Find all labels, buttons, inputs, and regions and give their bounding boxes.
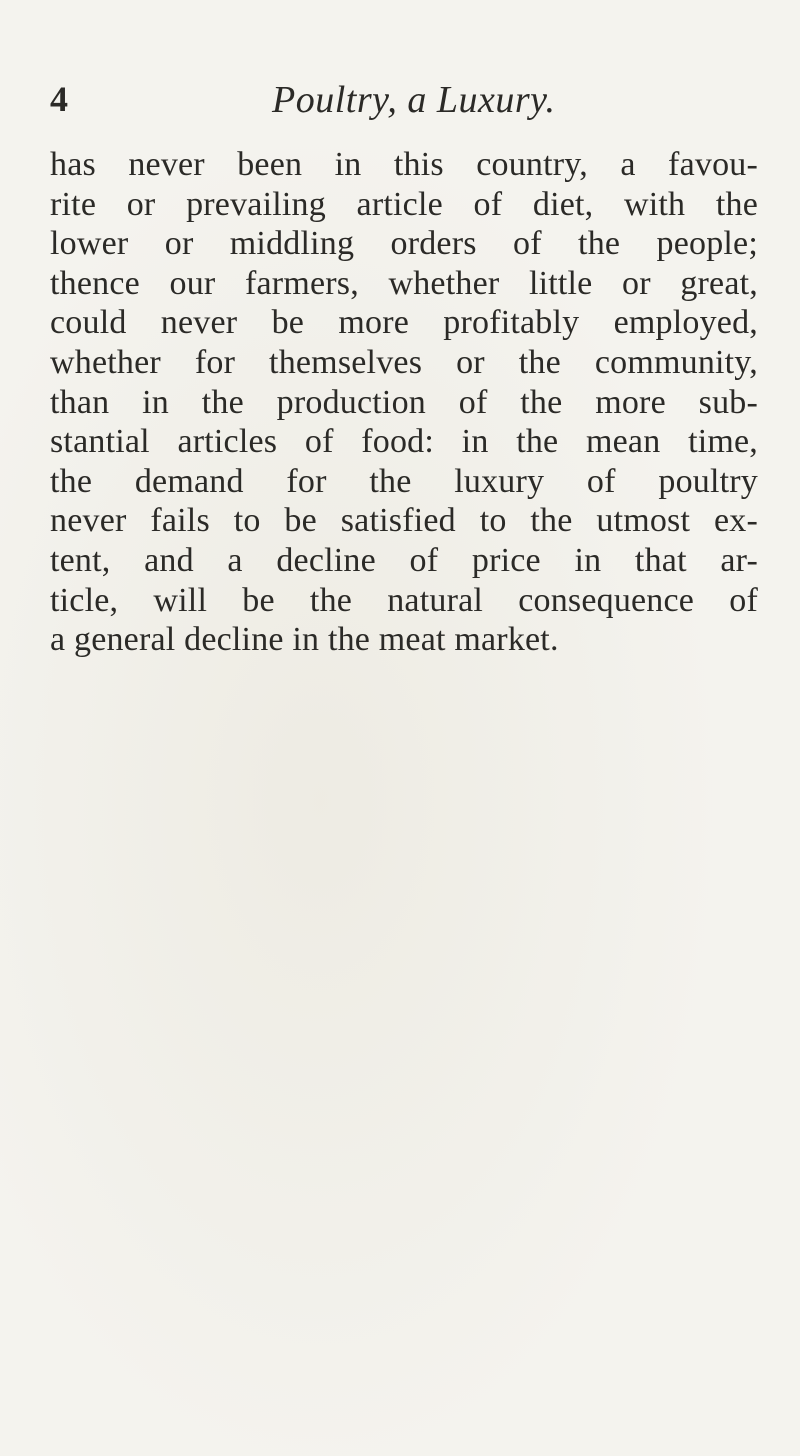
body-paragraph bbox=[50, 145, 758, 660]
text-line: the demand for the luxury of poultry bbox=[50, 462, 758, 500]
text-line: ticle, will be the natural consequence of bbox=[50, 581, 758, 619]
running-head: Poultry, a Luxury. bbox=[272, 79, 556, 121]
text-line: stantial articles of food: in the mean time, bbox=[50, 423, 758, 461]
text-line: could never be more profitably employed, bbox=[50, 304, 758, 342]
text-line: has never been in this country, a favou- bbox=[50, 146, 758, 183]
text-line: never fails to be satisfied to the utmost ex- bbox=[50, 502, 758, 540]
text-line: a general decline in the meat market. bbox=[50, 621, 559, 659]
text-line: lower or middling orders of the people; bbox=[50, 225, 758, 263]
text-line: than in the production of the more sub- bbox=[50, 383, 758, 421]
text-line: rite or prevailing article of diet, with the bbox=[50, 185, 758, 223]
page-number: 4 bbox=[50, 79, 68, 119]
text-line: thence our farmers, whether little or great, bbox=[50, 264, 758, 302]
text-line: tent, and a decline of price in that ar- bbox=[50, 541, 758, 579]
text-line: whether for themselves or the community, bbox=[50, 343, 758, 381]
page-header bbox=[50, 78, 750, 138]
